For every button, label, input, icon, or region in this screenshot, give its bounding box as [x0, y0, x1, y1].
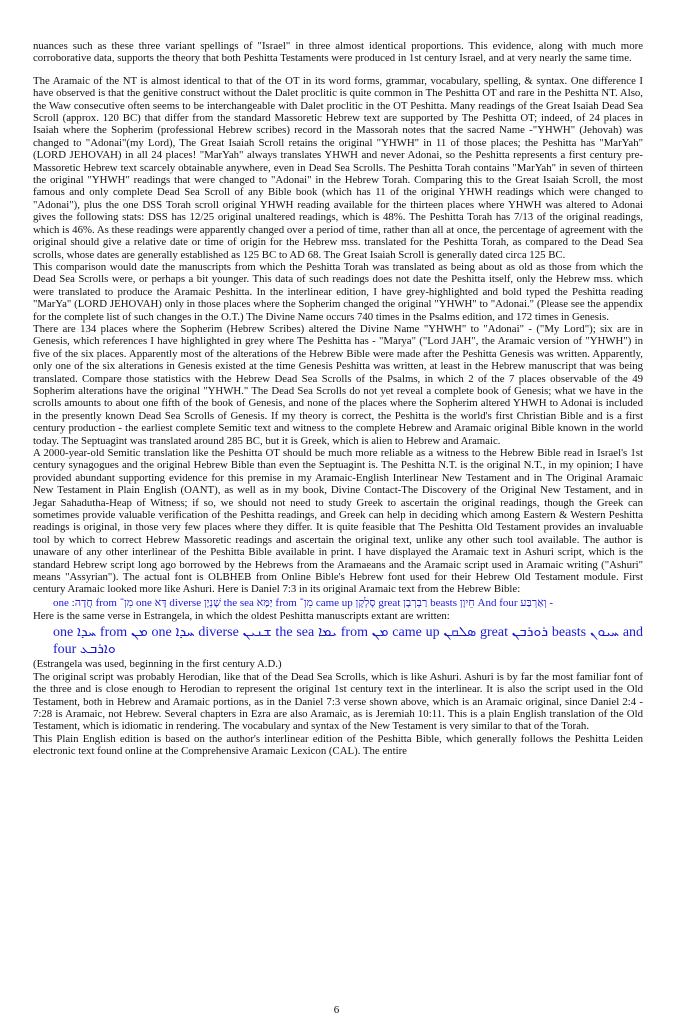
paragraph-gap: [33, 65, 643, 75]
interlinear-estrangela-line: one ܚܕܐ from ܡܢ one ܚܕܐ diverse ܫܢܝܢ the sea ܝܡܐ from ܡܢ came up ܣܠܩܢ great ܪܘܪܒܢ beasts ܚܝܘܢ and four ܘܐܪܒܥ: [53, 625, 644, 658]
paragraph-original-script: The original script was probably Herodian, like that of the Dead Sea Scrolls, which is like Ashuri. Ashuri is by far the most familiar font of the three and is close enough to Herodian to represent the original 1st century text in the interlinear. It is also the script used in the Old Testament, both in Hebrew and Aramaic portions, as in the Daniel 7:3 verse shown above, which is an Aramaic original, since Daniel 2:4 - 7:28 is Aramaic, not Hebrew. Several chapters in Ezra are also Aramaic, as is Jeremiah 10:11. This is a plain English translation of the Old Testament, which is idiomatic in rendering. The vocabulary and syntax of the New Testament is very similar to that of the Torah.: [33, 670, 643, 733]
interlinear-ashuri-line: one :חֲדָה from מִן־ one דָּא diverse שָׁנְיָן the sea יַמָּא from מִן־ came up סָלְקָן great רַבְרְבָן beasts חֵיוָן And four וְאַרְבַּע -: [53, 596, 554, 609]
paragraph-dating: This comparison would date the manuscripts from which the Peshitta Torah was translated as being about as old as those from which the Dead Sea Scrolls were, or perhaps a bit younger. This data of such readings does not date the Peshitta itself, only the Hebrew mss. which were translated to produce the Aramaic Peshitta. In the interlinear edition, I have grey-highlighted and bold typed the Peshitta reading "MarYa" (LORD JEHOVAH) only in those places where the Sopherim changed the original "YHWH" to "Adonai." (Please see the appendix for the complete list of such changes in the O.T.) The Divine Name occurs 740 times in the Psalms edition, and 172 times in Genesis.: [33, 260, 643, 323]
paragraph-semitic-translation: A 2000-year-old Semitic translation like the Peshitta OT should be much more reliable as a witness to the Hebrew Bible read in Israel's 1st century synagogues and the original Hebrew Bible than even the Septuagint is. The Peshitta N.T. is the original N.T., in my opinion; I have provided abundant supporting evidence for this premise in my Aramaic-English Interlinear New Testament and in The Original Aramaic New Testament in Plain English (OANT), as well as in my book, Divine Contact-The Discovery of the Original New Testament, and in Jegar Sahadutha-Heap of Witness; if so, we should not need to study Greek to ascertain the original readings, though the Greek can sometimes provide valuable verification of the Peshitta readings, and Greek can help in deciding which among Eastern & Western Peshitta readings is original, in those very few places where they differ. It is quite feasible that The Peshitta Old Testament provides an invaluable tool by which to correct Hebrew Massoretic readings and ascertain the original text, unlike any other such tool available. The author is unaware of any other interlinear of the Peshitta Bible available in print. I have displayed the Aramaic text in Ashuri script, which is the standard Hebrew script long ago borrowed by the Hebrews from the Aramaeans and the Aramaic script used in Aramaic writing ("Ashuri" means "Assyrian"). The actual font is OLBHEB from Online Bible's Hebrew font used for their Hebrew Old Testament module. First century Aramaic looked more like Ashuri. Here is Daniel 7:3 in its original Aramaic text from the Hebrew Bible:: [33, 447, 643, 596]
paragraph-sopherim: There are 134 places where the Sopherim (Hebrew Scribes) altered the Divine Name "YHWH" to "Adonai" - ("My Lord"); six are in Genesis, which references I have highlighted in grey where The Peshitta has - "Marya" ("Lord JAH", the Aramaic version of "YHWH") in five of the six places. Apparently most of the alterations of the Hebrew Bible were made after the Peshitta Genesis was written. Apparently, only one of the six alterations in Genesis existed at the time Genesis Peshitta was written, at least in the Hebrew manuscript that was being translated. Compare those statistics with the Hebrew Dead Sea Scrolls of the Psalms, in which 2 of the 7 places observable of the 49 Sopherim alterations have the original "YHWH." The Dead Sea Scrolls do not yet reveal a complete book of Genesis; what we have in the scrolls amounts to about one fifth of the book of Genesis, and none of the places where the Sopherim altered YHWH to Adonai is included in the presently known Dead Sea Scrolls of Genesis. If my theory is correct, the Peshitta is the world's first Christian Bible and is a first century production - the earliest complete Semitic text and witness to the complete Hebrew and Aramaic original Bible known in the world today. The Septuagint was translated around 285 BC, but it is Greek, which is alien to Hebrew and Aramaic.: [33, 322, 643, 447]
estrangela-note: (Estrangela was used, beginning in the first century A.D.): [33, 658, 282, 671]
paragraph-plain-english: This Plain English edition is based on the author's interlinear edition of the Peshitta Bible, which generally follows the Peshitta Leiden electronic text found online at the Comprehensive Aramaic Lexicon (CAL). The entire: [33, 732, 643, 758]
page-number: 6: [333, 1004, 340, 1016]
document-body: [33, 40, 643, 758]
paragraph-aramaic-comparison: The Aramaic of the NT is almost identical to that of the OT in its word forms, grammar, vocabulary, spelling, & syntax. One difference I have observed is that the genitive construct without the Dalet proclitic is quite common in The Peshitta OT and rare in the Peshitta NT. Also, the Waw consecutive often seems to be interchangeable with Dalet proclitic in the OT Peshitta. Many readings of the Great Isaiah Dead Sea Scroll (approx. 120 BC) that differ from the standard Massoretic Hebrew text are supported by The Peshitta OT; indeed, of 24 places in Isaiah where the Sopherim (professional Hebrew scribes) record in the Massorah notes that the sacred Name -"YHWH" (Jehovah) was changed to "Adonai"(my Lord), The Great Isaiah Scroll retains the original "YHWH" in 11 of those places; the Peshitta has "MarYah" (LORD JEHOVAH) in all 24 places! "MarYah" always translates YHWH and never Adonai, so the Peshitta represents a first century pre-Massoretic Hebrew text scarcely obtainable anywhere, even in Dead Sea Scrolls. The Peshitta Torah contains "MarYah" in seven of thirteen the original "YHWH" readings that were changed to "Adonai" in the Hebrew Torah. Comparing this to the Great Isaiah Scroll, the most famous and only complete Dead Sea Scroll of any Bible book (which has 11 of the original YHWH readings which were changed to "Adonai"), plus the one DSS Torah scroll original YHWH reading available for the thirteen places where YHWH was altered to Adonai gives the following stats: DSS has 12/25 original unaltered readings, which is 48%. The Peshitta Torah has 7/13 of the original readings, which is 46%. As these readings were apparently changed over a period of time, rather than all at once, the percentage of agreement with the original should give a relative date or time of origin for the Hebrew mss. translated for the Peshitta Torah, as compared to the Dead Sea scrolls, whose dates are generally established as 125 BC to AD 68. The Great Isaiah Scroll is generally dated circa 125 BC.: [33, 74, 643, 261]
paragraph-intro: nuances such as these three variant spellings of "Israel" in three almost identical proportions. This evidence, along with much more corroborative data, supports the theory that both Peshitta Testaments were produced in 1st century Israel, and at very nearly the same time.: [33, 40, 643, 65]
estrangela-intro: Here is the same verse in Estrangela, in which the oldest Peshitta manuscripts extant are written:: [33, 609, 450, 622]
